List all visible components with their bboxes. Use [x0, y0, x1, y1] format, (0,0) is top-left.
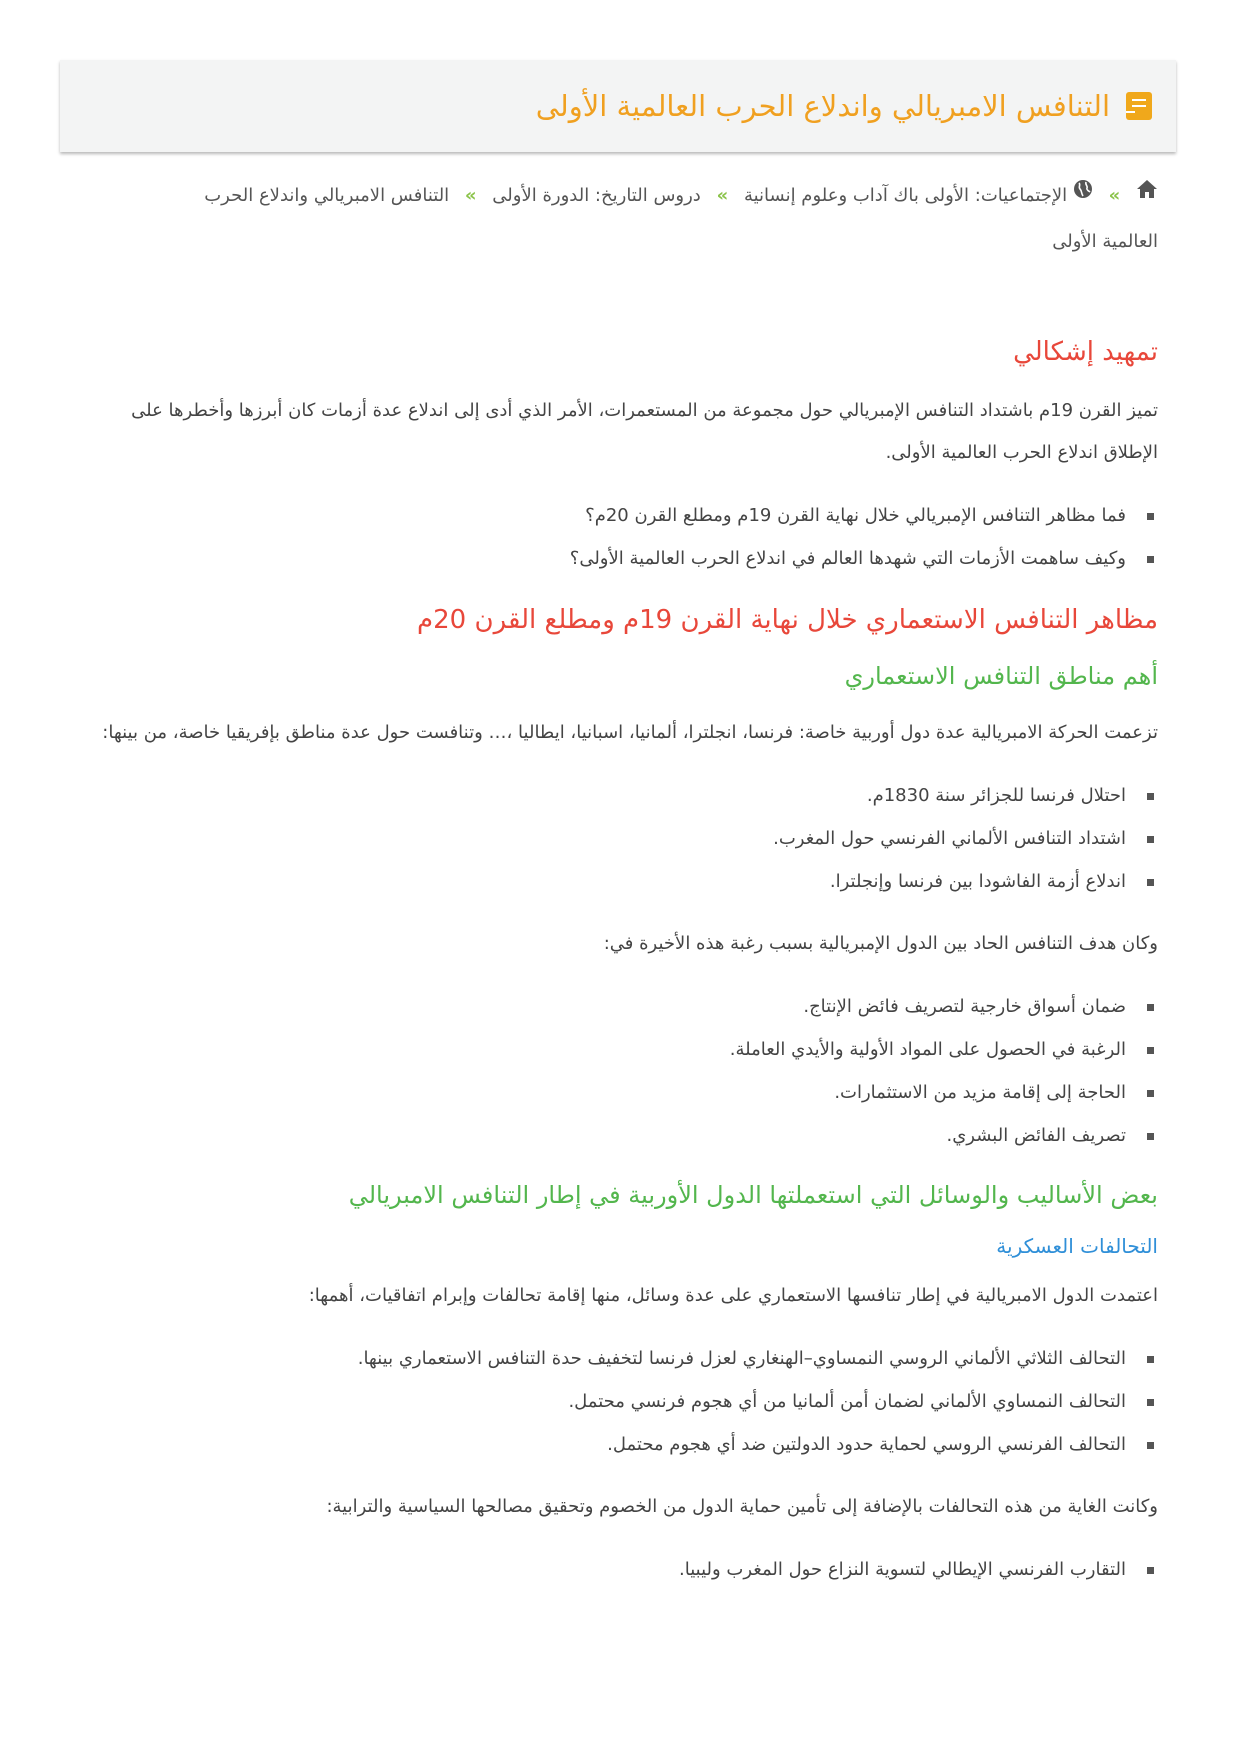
intro-paragraph: تميز القرن 19م باشتداد التنافس الإمبريالي حول مجموعة من المستعمرات، الأمر الذي أدى إلى اندلاع عدة أزمات كان أبرزها وأخطرها على الإطلاق اندلاع الحرب العالمية الأولى.: [131, 400, 1158, 463]
breadcrumb-separator: »: [1108, 185, 1121, 206]
intro-heading: تمهيد إشكالي: [1013, 337, 1158, 367]
breadcrumb-separator: »: [464, 185, 477, 206]
article-content: [78, 332, 1158, 1611]
page-title: التنافس الامبريالي واندلاع الحرب العالمية الأولى: [535, 89, 1110, 123]
list-item: الحاجة إلى إقامة مزيد من الاستثمارات.: [78, 1071, 1158, 1114]
breadcrumb: [158, 172, 1158, 264]
alliances-heading: التحالفات العسكرية: [996, 1234, 1158, 1258]
alliances-paragraph: اعتمدت الدول الامبريالية في إطار تنافسها الاستعماري على عدة وسائل، منها إقامة تحالفات وإبرام اتفاقيات، أهمها:: [308, 1285, 1158, 1306]
breadcrumb-separator: »: [716, 185, 729, 206]
goal-paragraph: وكان هدف التنافس الحاد بين الدول الإمبريالية بسبب رغبة هذه الأخيرة في:: [603, 933, 1158, 954]
methods-heading: بعض الأساليب والوسائل التي استعملتها الدول الأوربية في إطار التنافس الامبريالي: [348, 1181, 1158, 1209]
list-item: ضمان أسواق خارجية لتصريف فائض الإنتاج.: [78, 985, 1158, 1028]
document-icon: [1126, 92, 1152, 120]
list-item: اشتداد التنافس الألماني الفرنسي حول المغرب.: [78, 817, 1158, 860]
home-icon[interactable]: [1136, 172, 1158, 216]
list-item: التحالف النمساوي الألماني لضمان أمن ألمانيا من أي هجوم فرنسي محتمل.: [78, 1380, 1158, 1423]
alliances-list: [78, 1337, 1158, 1466]
intro-questions-list: [78, 494, 1158, 580]
zones-paragraph: تزعمت الحركة الامبريالية عدة دول أوربية خاصة: فرنسا، انجلترا، ألمانيا، اسبانيا، ايطاليا ،… وتنافست حول عدة مناطق بإفريقيا خاصة، من بينها:: [102, 722, 1158, 743]
zones-list: [78, 774, 1158, 903]
list-item: اندلاع أزمة الفاشودا بين فرنسا وإنجلترا.: [78, 860, 1158, 903]
aim-list: [78, 1548, 1158, 1591]
page-header: [60, 60, 1176, 152]
zones-heading: أهم مناطق التنافس الاستعماري: [844, 662, 1158, 690]
breadcrumb-item-history-lessons[interactable]: دروس التاريخ: الدورة الأولى: [492, 185, 701, 206]
breadcrumb-item-current: التنافس الامبريالي واندلاع الحرب العالمية الأولى: [204, 185, 1158, 252]
breadcrumb-item-social-studies[interactable]: الإجتماعيات: الأولى باك آداب وعلوم إنسانية: [743, 185, 1068, 206]
aim-paragraph: وكانت الغاية من هذه التحالفات بالإضافة إلى تأمين حماية الدول من الخصوم وتحقيق مصالحها السياسية والترابية:: [326, 1496, 1158, 1517]
section1-heading: مظاهر التنافس الاستعماري خلال نهاية القرن 19م ومطلع القرن 20م: [417, 605, 1158, 635]
list-item: وكيف ساهمت الأزمات التي شهدها العالم في اندلاع الحرب العالمية الأولى؟: [78, 537, 1158, 580]
list-item: التحالف الثلاثي الألماني الروسي النمساوي–الهنغاري لعزل فرنسا لتخفيف حدة التنافس الاستعماري بينها.: [78, 1337, 1158, 1380]
list-item: التقارب الفرنسي الإيطالي لتسوية النزاع حول المغرب وليبيا.: [78, 1548, 1158, 1591]
goal-list: [78, 985, 1158, 1157]
list-item: تصريف الفائض البشري.: [78, 1114, 1158, 1157]
list-item: الرغبة في الحصول على المواد الأولية والأيدي العاملة.: [78, 1028, 1158, 1071]
list-item: احتلال فرنسا للجزائر سنة 1830م.: [78, 774, 1158, 817]
list-item: فما مظاهر التنافس الإمبريالي خلال نهاية القرن 19م ومطلع القرن 20م؟: [78, 494, 1158, 537]
globe-icon: [1073, 172, 1093, 216]
list-item: التحالف الفرنسي الروسي لحماية حدود الدولتين ضد أي هجوم محتمل.: [78, 1423, 1158, 1466]
